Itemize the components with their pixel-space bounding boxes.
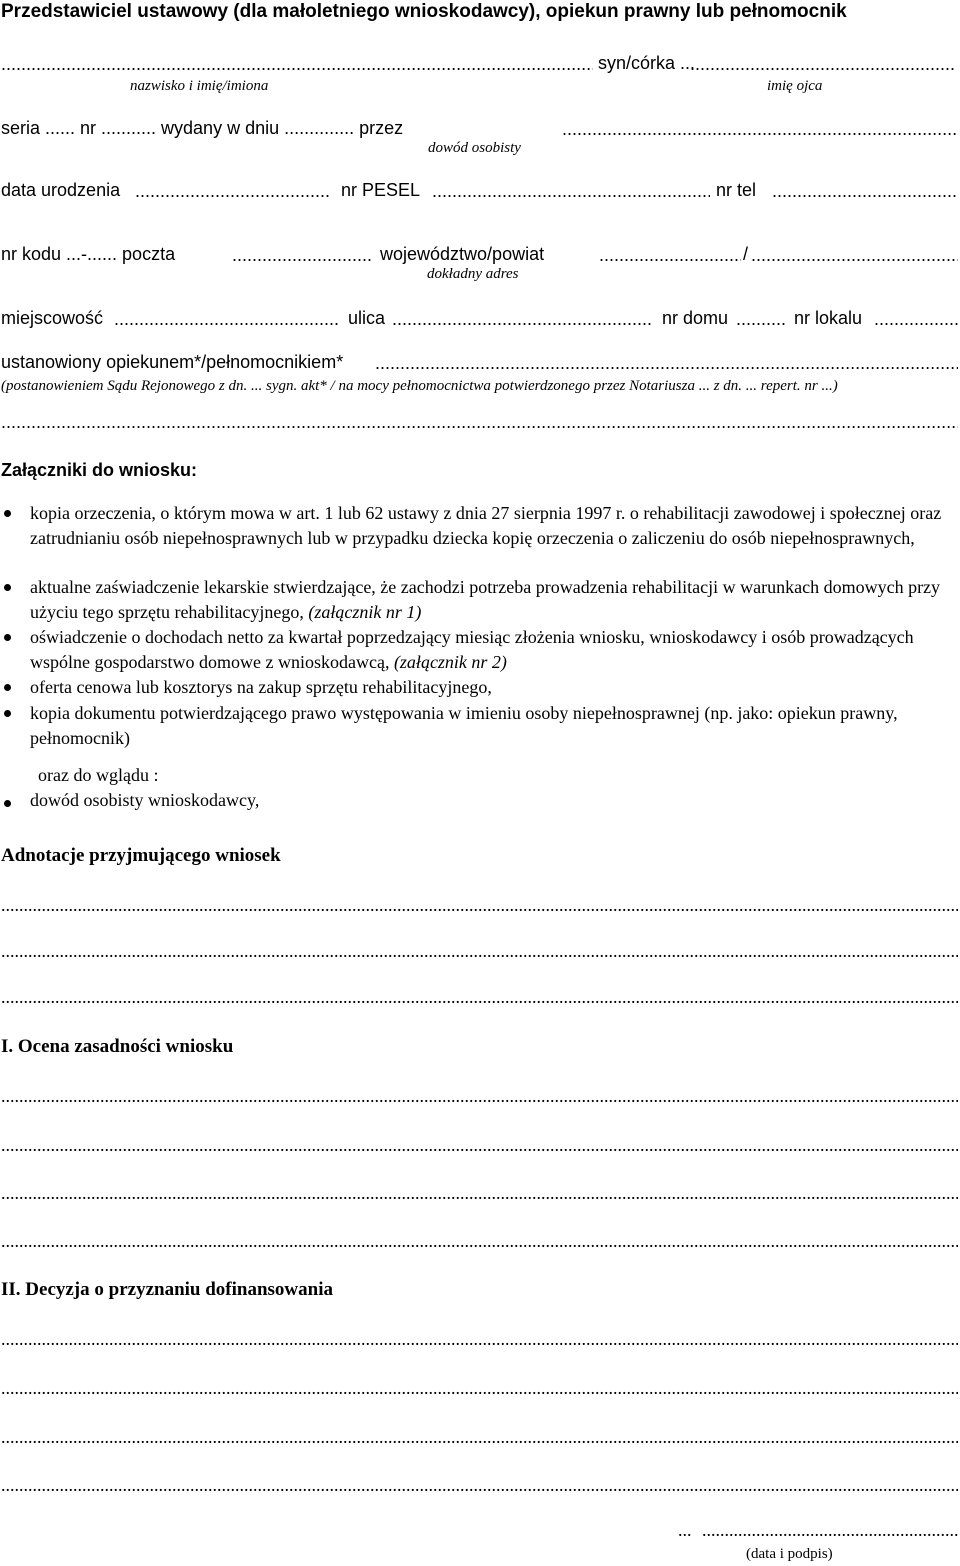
slash-separator: / <box>743 244 749 264</box>
birth-date-label: data urodzenia <box>1 180 121 200</box>
assessment-line-4[interactable] <box>1 1231 958 1252</box>
id-series-label: seria ...... nr ........... wydany w dniu .............. przez <box>1 118 404 138</box>
caption-name: nazwisko i imię/imiona <box>130 78 269 94</box>
notes-line-3[interactable] <box>1 987 958 1008</box>
notes-line-1[interactable] <box>1 895 958 916</box>
house-number-label: nr domu <box>662 308 729 328</box>
attachment-item-3-text: oświadczenie o dochodach netto za kwartał poprzedzający miesiąc złożenia wniosku, wnioskodawcy i osób prowadzących wspólne gospodarstwo domowe z wnioskodawcą, <box>30 627 914 672</box>
assessment-line-1[interactable] <box>1 1086 958 1107</box>
signature-dots-start: ... <box>678 1520 692 1540</box>
bullet-icon <box>4 634 11 641</box>
signature-caption: (data i podpis) <box>746 1546 833 1562</box>
caption-address: dokładny adres <box>427 266 519 282</box>
guardian-note: (postanowieniem Sądu Rejonowego z dn. ... sygn. akt* / na mocy pełnomocnictwa potwierdzonego przez Notariusza ... z dn. ... repert. nr ...) <box>1 378 838 394</box>
attachment-item-3-ref: (załącznik nr 2) <box>393 652 507 672</box>
name-field[interactable] <box>1 54 593 75</box>
notes-heading: Adnotacje przyjmującego wniosek <box>1 845 281 866</box>
attachment-item-1: kopia orzeczenia, o którym mowa w art. 1 lub 62 ustawy z dnia 27 sierpnia 1997 r. o rehabilitacji zawodowej i społecznej oraz zatrudnianiu osób niepełnosprawnych lub w przypadku dziecka kopię orzeczenia o zaliczeniu do osób niepełnosprawnych, <box>30 503 942 548</box>
guardian-extra-field[interactable] <box>1 412 958 433</box>
street-label: ulica <box>348 308 386 328</box>
bullet-icon <box>4 510 11 517</box>
decision-line-2[interactable] <box>1 1378 958 1399</box>
phone-label: nr tel <box>716 180 757 200</box>
birth-date-field[interactable] <box>135 181 330 202</box>
attachment-item-2-ref: (załącznik nr 1) <box>308 602 422 622</box>
locality-field[interactable] <box>114 309 339 330</box>
apartment-number-label: nr lokalu <box>794 308 863 328</box>
attachment-item-5: kopia dokumentu potwierdzającego prawo występowania w imieniu osoby niepełnosprawnej (np. jako: opiekun prawny, pełnomocnik) <box>30 703 898 748</box>
son-daughter-label: syn/córka ... <box>598 53 696 73</box>
house-number-field[interactable] <box>736 309 786 330</box>
voivodeship-field[interactable] <box>599 245 741 266</box>
bullet-icon <box>4 684 11 691</box>
phone-field[interactable] <box>772 181 958 202</box>
signature-field[interactable] <box>702 1520 958 1541</box>
decision-line-3[interactable] <box>1 1427 958 1448</box>
pesel-label: nr PESEL <box>341 180 421 200</box>
attachment-item-3 <box>30 625 960 675</box>
decision-heading: II. Decyzja o przyznaniu dofinansowania <box>1 1279 333 1300</box>
caption-id-card: dowód osobisty <box>428 140 521 156</box>
post-office-field[interactable] <box>232 245 372 266</box>
district-field[interactable] <box>751 245 958 266</box>
decision-line-4[interactable] <box>1 1475 958 1496</box>
street-field[interactable] <box>392 309 653 330</box>
attachments-heading: Załączniki do wniosku: <box>1 460 198 480</box>
attachment-item-2-text: aktualne zaświadczenie lekarskie stwierdzające, że zachodzi potrzeba prowadzenia rehabilitacji w warunkach domowych przy użyciu tego sprzętu rehabilitacyjnego, <box>30 577 941 622</box>
attachment-item-2 <box>30 575 960 625</box>
guardian-label: ustanowiony opiekunem*/pełnomocnikiem* <box>1 352 344 372</box>
assessment-line-3[interactable] <box>1 1183 958 1204</box>
inspection-item: dowód osobisty wnioskodawcy, <box>30 790 260 810</box>
decision-line-1[interactable] <box>1 1329 958 1350</box>
representative-heading: Przedstawiciel ustawowy (dla małoletniego wnioskodawcy), opiekun prawny lub pełnomocnik <box>1 1 847 22</box>
postal-code-label: nr kodu ...-...... poczta <box>1 244 176 264</box>
locality-label: miejscowość <box>1 308 104 328</box>
attachment-item-4: oferta cenowa lub kosztorys na zakup sprzętu rehabilitacyjnego, <box>30 677 492 697</box>
caption-father-name: imię ojca <box>767 78 823 94</box>
issued-by-field[interactable] <box>562 119 958 140</box>
pesel-field[interactable] <box>432 181 710 202</box>
bullet-icon <box>4 584 11 591</box>
father-name-field[interactable] <box>690 54 956 75</box>
assessment-heading: I. Ocena zasadności wniosku <box>1 1036 234 1057</box>
bullet-icon <box>4 800 11 807</box>
inspection-label: oraz do wglądu : <box>38 765 159 785</box>
bullet-icon <box>4 710 11 717</box>
assessment-line-2[interactable] <box>1 1135 958 1156</box>
voivodeship-label: województwo/powiat <box>380 244 545 264</box>
guardian-field[interactable] <box>375 353 958 374</box>
notes-line-2[interactable] <box>1 941 958 962</box>
apartment-number-field[interactable] <box>874 309 958 330</box>
